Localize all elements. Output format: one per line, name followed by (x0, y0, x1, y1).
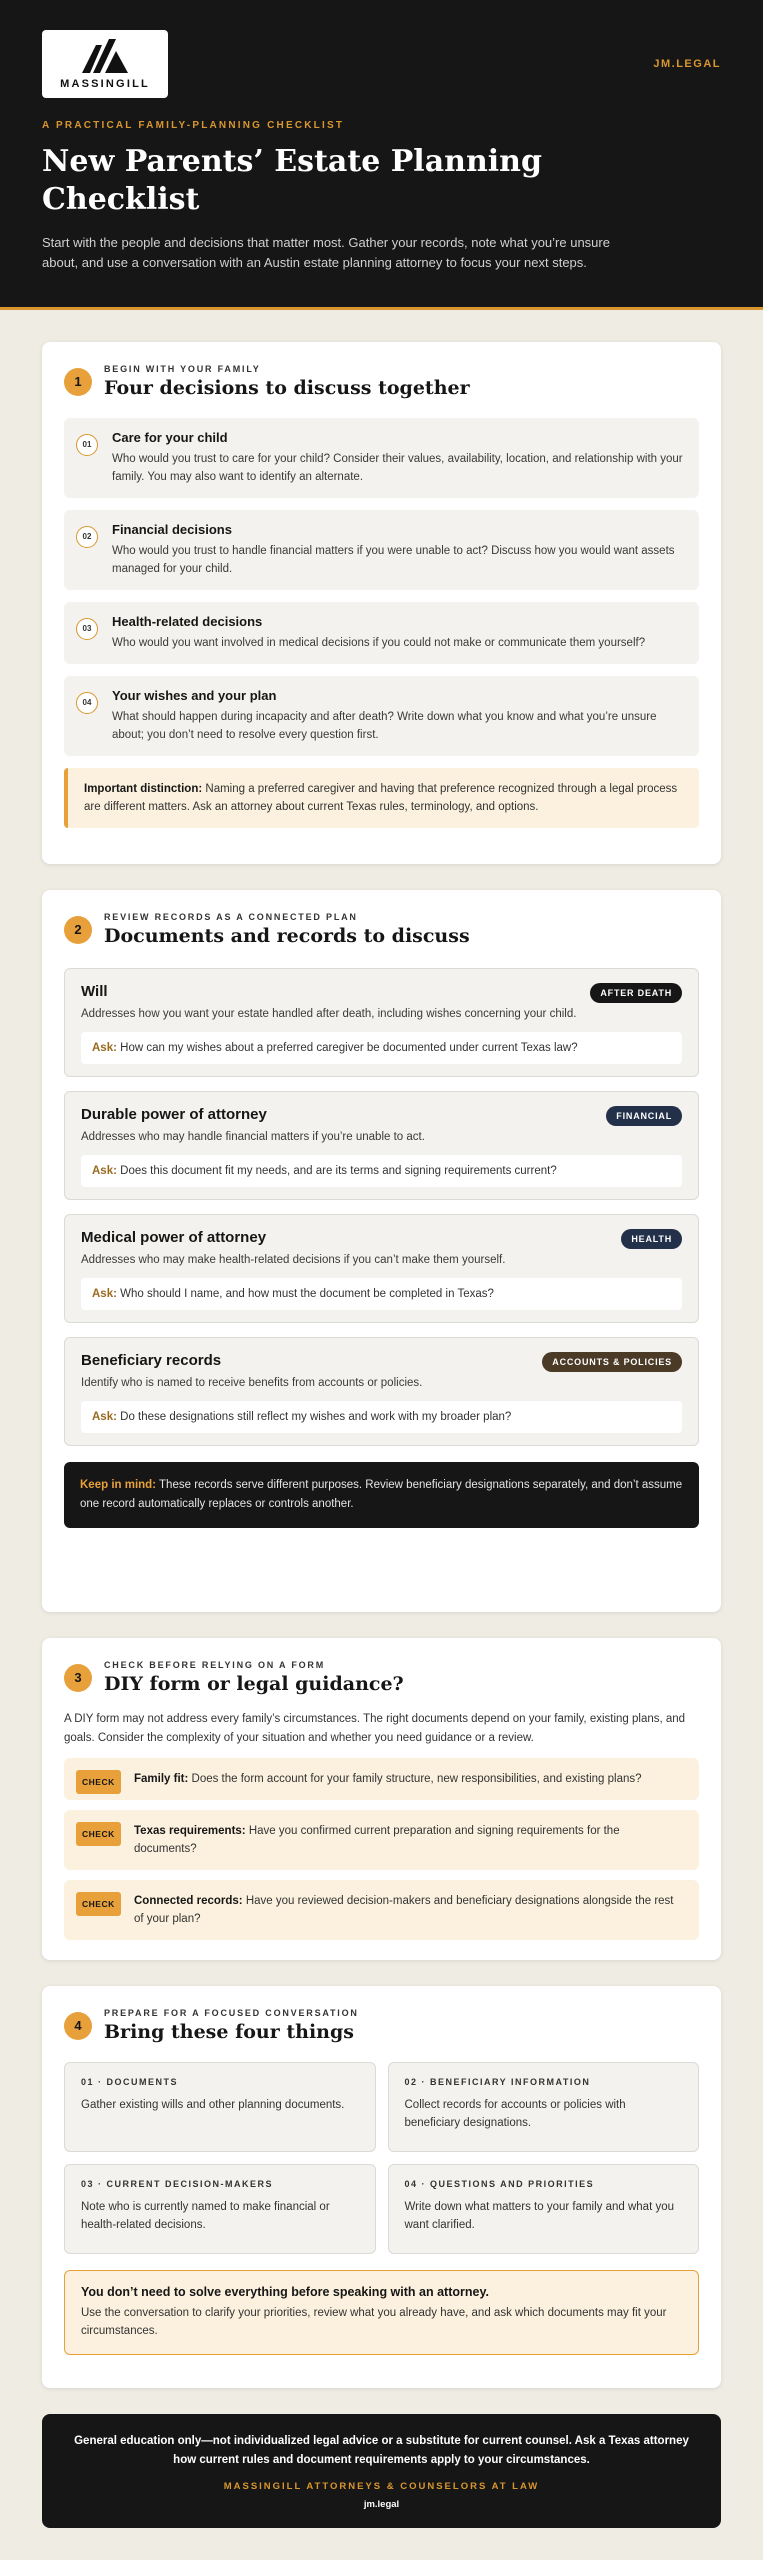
bring-card-text: Note who is currently named to make financial or health-related decisions. (81, 2201, 330, 2231)
document-tag: ACCOUNTS & POLICIES (542, 1352, 682, 1372)
document-title: Beneficiary records (81, 1352, 222, 1369)
document-desc: Addresses who may make health-related decisions if you can’t make them yourself. (81, 1254, 506, 1266)
bring-card-text: Write down what matters to your family and what you want clarified. (404, 2201, 675, 2231)
section-eyebrow: BEGIN WITH YOUR FAMILY (104, 364, 261, 374)
decision-item (64, 510, 699, 590)
ask-text: Who should I name, and how must the document be completed in Texas? (120, 1288, 494, 1300)
ask-box (81, 1278, 682, 1310)
section-title: Documents and records to discuss (104, 925, 470, 947)
decision-item (64, 676, 699, 756)
important-note (64, 768, 699, 828)
document-card (64, 968, 699, 1077)
bring-card-text: Collect records for accounts or policies with beneficiary designations. (404, 2099, 626, 2129)
decision-number: 04 (76, 692, 98, 714)
check-badge: CHECK (76, 1770, 121, 1794)
section-eyebrow: PREPARE FOR A FOCUSED CONVERSATION (104, 2008, 359, 2018)
decision-text: Who would you trust to care for your child? Consider their values, availability, location, and relationship with your family. You may also want to identify an alternate. (112, 453, 683, 483)
decision-item (64, 602, 699, 664)
section-number: 3 (64, 1664, 92, 1692)
decision-title: Financial decisions (112, 522, 232, 537)
bring-card-label: 01 · DOCUMENTS (81, 2077, 179, 2087)
note-text: Naming a preferred caregiver and having that preference recognized through a legal process are different matters. Ask an attorney about current Texas rules, terminology, and options. (84, 783, 678, 813)
ask-text: How can my wishes about a preferred caregiver be documented under current Texas law? (120, 1042, 578, 1054)
decision-number: 02 (76, 526, 98, 548)
logo-mark-icon (82, 39, 128, 73)
document-tag: AFTER DEATH (590, 983, 682, 1003)
page-header (0, 0, 763, 310)
note-label: Important distinction: (84, 783, 203, 795)
bring-card (64, 2062, 376, 2152)
bring-grid (64, 2062, 699, 2254)
section-decisions (42, 342, 721, 864)
logo[interactable] (42, 30, 168, 98)
decision-title: Health-related decisions (112, 614, 263, 629)
bring-card (388, 2062, 700, 2152)
decision-title: Care for your child (112, 430, 228, 445)
document-desc: Addresses who may handle financial matters if you’re unable to act. (81, 1131, 425, 1143)
logo-text: MASSINGILL (60, 78, 150, 90)
page-intro: Start with the people and decisions that matter most. Gather your records, note what you’re unsure about, and use a conversation with an Austin estate planning attorney to focus your next steps. (42, 235, 610, 270)
callout-title: You don’t need to solve everything before speaking with an attorney. (81, 2285, 489, 2299)
decision-text: Who would you trust to handle financial matters if you were unable to act? Discuss how you would want assets managed for your child. (112, 545, 675, 575)
keep-text: These records serve different purposes. Review beneficiary designations separately, and don’t assume one record automatically replaces or controls another. (80, 1479, 683, 1510)
footer-link[interactable]: jm.legal (363, 2499, 400, 2510)
ask-text: Do these designations still reflect my wishes and work with my broader plan? (120, 1411, 512, 1423)
decision-title: Your wishes and your plan (112, 688, 277, 703)
document-tag: HEALTH (621, 1229, 682, 1249)
section-eyebrow: REVIEW RECORDS AS A CONNECTED PLAN (104, 912, 358, 922)
page-title: New Parents’ Estate Planning Checklist (42, 144, 542, 217)
decision-text: What should happen during incapacity and after death? Write down what you know and what you’re unsure about; you don’t need to resolve every question first. (112, 711, 657, 741)
ask-box (81, 1155, 682, 1187)
section-header (64, 1660, 699, 1702)
document-card (64, 1337, 699, 1446)
bring-card (64, 2164, 376, 2254)
ask-label: Ask: (92, 1411, 117, 1423)
decision-number: 03 (76, 618, 98, 640)
section-header (64, 912, 699, 954)
document-desc: Identify who is named to receive benefits from accounts or policies. (81, 1377, 423, 1389)
section-bring (42, 1986, 721, 2388)
section-number: 2 (64, 916, 92, 944)
page-eyebrow: A PRACTICAL FAMILY-PLANNING CHECKLIST (42, 120, 345, 131)
section-title: Bring these four things (104, 2021, 354, 2043)
check-text: Have you reviewed decision-makers and beneficiary designations alongside the rest of your plan? (134, 1895, 674, 1925)
document-tag: FINANCIAL (606, 1106, 682, 1126)
site-link[interactable]: JM.LEGAL (653, 58, 721, 70)
keep-label: Keep in mind: (80, 1479, 157, 1491)
section-number: 4 (64, 2012, 92, 2040)
keep-in-mind-note (64, 1462, 699, 1528)
bring-card (388, 2164, 700, 2254)
decision-number: 01 (76, 434, 98, 456)
footer-firm: MASSINGILL ATTORNEYS & COUNSELORS AT LAW (223, 2481, 540, 2492)
decision-text: Who would you want involved in medical decisions if you could not make or communicate them yourself? (112, 637, 646, 649)
check-item (64, 1810, 699, 1870)
section-title: DIY form or legal guidance? (104, 1673, 404, 1695)
footer-disclaimer: General education only—not individualized legal advice or a substitute for current counsel. Ask a Texas attorney how current rules and document requirements apply to your circumstances. (74, 2435, 689, 2466)
ask-text: Does this document fit my needs, and are its terms and signing requirements current? (120, 1165, 557, 1177)
ask-label: Ask: (92, 1288, 117, 1300)
ask-box (81, 1032, 682, 1064)
check-label: Connected records: (134, 1895, 243, 1907)
check-text: Does the form account for your family structure, new responsibilities, and existing plans? (191, 1773, 642, 1785)
document-card (64, 1214, 699, 1323)
check-badge: CHECK (76, 1822, 121, 1846)
check-label: Family fit: (134, 1773, 189, 1785)
section-title: Four decisions to discuss together (104, 377, 470, 399)
document-desc: Addresses how you want your estate handled after death, including wishes concerning your child. (81, 1008, 577, 1020)
section-header (64, 2008, 699, 2050)
section-number: 1 (64, 368, 92, 396)
ask-label: Ask: (92, 1165, 117, 1177)
section-diy (42, 1638, 721, 1960)
check-label: Texas requirements: (134, 1825, 246, 1837)
document-title: Durable power of attorney (81, 1106, 267, 1123)
document-title: Will (81, 983, 108, 1000)
bring-card-text: Gather existing wills and other planning documents. (81, 2099, 345, 2111)
check-item (64, 1880, 699, 1940)
document-card (64, 1091, 699, 1200)
section-header (64, 364, 699, 406)
section-intro: A DIY form may not address every family’s circumstances. The right documents depend on your family, existing plans, and goals. Consider the complexity of your situation and whether you need guidance or a review. (64, 1713, 686, 1744)
ask-label: Ask: (92, 1042, 117, 1054)
check-badge: CHECK (76, 1892, 121, 1916)
section-eyebrow: CHECK BEFORE RELYING ON A FORM (104, 1660, 326, 1670)
decision-item (64, 418, 699, 498)
callout-text: Use the conversation to clarify your priorities, review what you already have, and ask which documents may fit your circumstances. (81, 2307, 667, 2337)
check-item (64, 1758, 699, 1800)
document-title: Medical power of attorney (81, 1229, 267, 1246)
bring-card-label: 04 · QUESTIONS AND PRIORITIES (404, 2179, 595, 2189)
page-footer (42, 2414, 721, 2528)
bring-card-label: 02 · BENEFICIARY INFORMATION (404, 2077, 591, 2087)
callout (64, 2270, 699, 2355)
bring-card-label: 03 · CURRENT DECISION-MAKERS (81, 2179, 274, 2189)
check-text: Have you confirmed current preparation and signing requirements for the documents? (134, 1825, 620, 1855)
section-documents (42, 890, 721, 1612)
ask-box (81, 1401, 682, 1433)
